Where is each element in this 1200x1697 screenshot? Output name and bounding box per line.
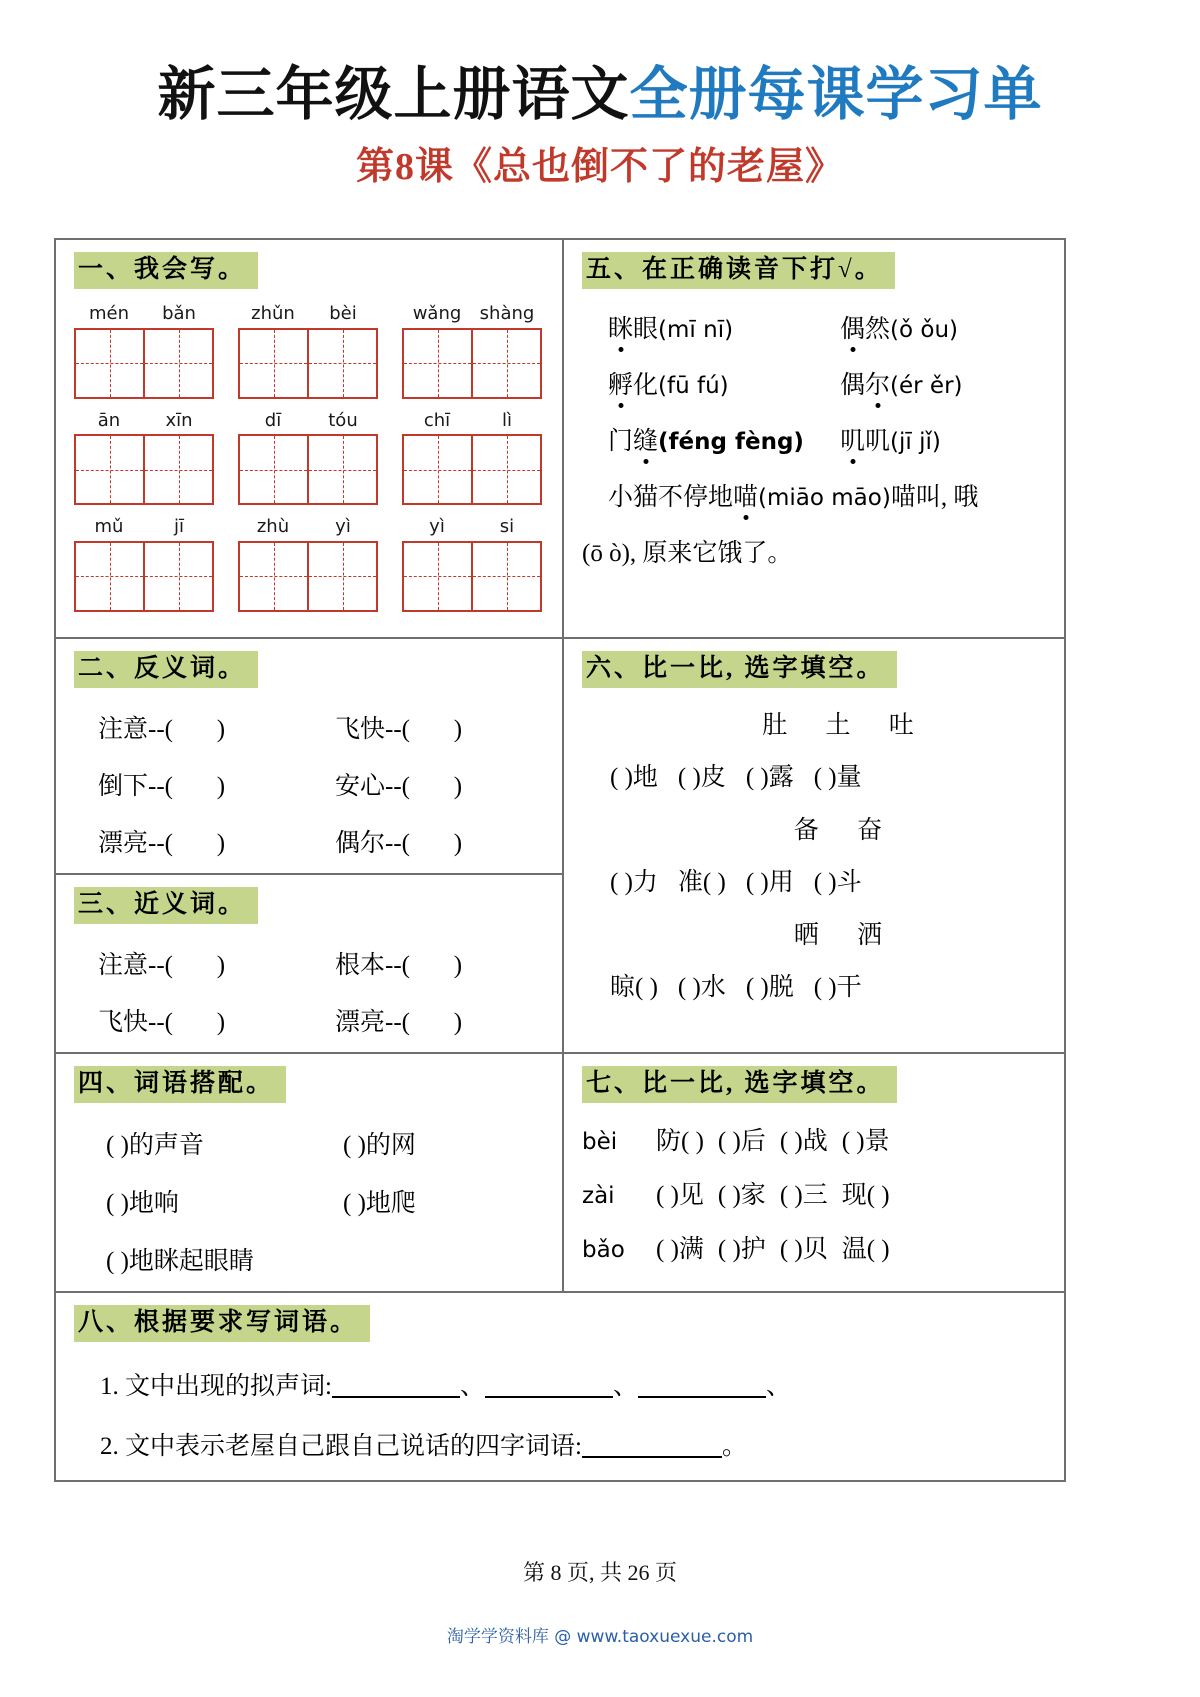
antonym-open: --(: [385, 772, 410, 800]
pinyin-options: (féng fèng): [658, 429, 804, 455]
collocation-item[interactable]: ( )地爬: [343, 1189, 416, 1217]
antonym-close: ): [216, 715, 226, 743]
section-2-cell: [56, 639, 562, 873]
pinyin-syllable: tóu: [328, 409, 358, 431]
sheet-row-4: [56, 1291, 1064, 1480]
question-text: 2. 文中表示老屋自己跟自己说话的四字词语:: [100, 1432, 582, 1460]
pinyin-syllable: lì: [501, 409, 512, 431]
fill-blank[interactable]: ( )景: [841, 1127, 890, 1155]
synonym-open: --(: [148, 951, 173, 979]
title-segment-black: 新三年级上册语文: [157, 62, 630, 127]
writing-grid-item[interactable]: [74, 516, 214, 612]
pinyin-syllable: shàng: [479, 303, 535, 324]
word-rest: 叽: [865, 428, 891, 455]
pinyin-syllable: xīn: [165, 409, 193, 431]
sentence-prefix: 小猫不停地: [608, 484, 734, 511]
fill-blank[interactable]: ( )家: [717, 1181, 766, 1209]
fill-blank[interactable]: ( )水: [677, 973, 726, 1001]
section-5-choice[interactable]: [582, 365, 840, 401]
antonym-close: ): [453, 829, 463, 857]
fill-blank[interactable]: ( )战: [779, 1127, 828, 1155]
section-5-sentence-line-2[interactable]: (ō ò), 原来它饿了。: [582, 540, 793, 567]
antonym-item[interactable]: [311, 709, 548, 745]
antonym-item[interactable]: [74, 766, 311, 802]
answer-blank[interactable]: [485, 1370, 613, 1398]
writing-grid-row: [74, 516, 548, 612]
tianzige-box[interactable]: [238, 541, 378, 612]
fill-blank[interactable]: ( )脱: [745, 973, 794, 1001]
pinyin-pair: [74, 410, 214, 432]
fill-blank[interactable]: ( )斗: [813, 868, 862, 896]
emphasis-char: 孵: [608, 365, 633, 401]
collocation-row: [74, 1241, 548, 1277]
separator: 、: [765, 1372, 791, 1400]
fill-blank[interactable]: ( )用: [745, 868, 794, 896]
word-rest: 然: [865, 316, 891, 343]
antonym-close: ): [216, 829, 226, 857]
fill-blank[interactable]: ( )地: [610, 763, 658, 791]
section-6-choice-chars: 晒 洒: [793, 921, 899, 949]
pinyin-options: (miāo māo): [758, 485, 891, 511]
fill-blank[interactable]: ( )后: [717, 1127, 766, 1155]
synonym-row: [74, 945, 548, 981]
section-8-cell: [56, 1293, 1064, 1480]
word-lead: 偶: [840, 372, 866, 399]
section-6-heading: 六、比一比, 选字填空。: [582, 651, 897, 688]
pinyin-pair: [402, 516, 542, 538]
synonym-row: [74, 1002, 548, 1038]
synonym-close: ): [453, 951, 463, 979]
source-watermark: 淘学学资料库 @ www.taoxuexue.com: [446, 1627, 754, 1647]
pinyin-options: (jī jǐ): [890, 429, 941, 455]
pinyin-syllable: jī: [173, 516, 184, 538]
pinyin-pair: [74, 303, 214, 325]
tianzige-box[interactable]: [74, 541, 214, 612]
pinyin-pair: [402, 303, 542, 325]
page-title-block: [0, 0, 1200, 190]
pinyin-label: bǎo: [582, 1236, 625, 1263]
pinyin-pair: [238, 516, 378, 538]
section-5-item-row: [582, 421, 1050, 457]
writing-grid-item[interactable]: [238, 410, 378, 506]
antonym-open: --(: [148, 772, 173, 800]
pinyin-syllable: yì: [335, 516, 351, 538]
antonym-open: --(: [148, 829, 173, 857]
pinyin-pair: [238, 410, 378, 432]
section-7-heading: 七、比一比, 选字填空。: [582, 1066, 897, 1103]
pinyin-fill-row: [582, 1121, 1050, 1157]
section-6-cell: [564, 639, 1064, 1052]
fill-blank[interactable]: 现( ): [841, 1181, 890, 1209]
section-1-heading: 一、我会写。: [74, 252, 258, 289]
answer-blank[interactable]: [582, 1430, 722, 1458]
page-subtitle: 第8课《总也倒不了的老屋》: [355, 145, 844, 188]
pinyin-syllable: si: [499, 516, 515, 538]
section-5-choice[interactable]: [840, 309, 1050, 345]
emphasis-char: 喵: [733, 477, 758, 513]
fill-blank[interactable]: ( )量: [813, 763, 862, 791]
writing-grid-item[interactable]: [402, 303, 542, 399]
pinyin-options: (mī nī): [658, 317, 734, 343]
section-5-choice[interactable]: [582, 421, 840, 457]
fill-blank[interactable]: ( )贝: [779, 1235, 828, 1263]
pinyin-fill-items: [656, 1229, 904, 1265]
section-2-heading: 二、反义词。: [74, 651, 258, 688]
antonym-word: 飞快: [335, 715, 386, 743]
antonym-word: 安心: [335, 772, 386, 800]
section-5-choice[interactable]: [840, 365, 1050, 401]
section-4-cell: [56, 1054, 564, 1291]
tianzige-box[interactable]: [402, 541, 542, 612]
antonym-item[interactable]: [74, 709, 311, 745]
section-6-blank-row: [582, 862, 1050, 898]
synonym-open: --(: [385, 951, 410, 979]
synonym-word: 注意: [98, 951, 149, 979]
section-5-heading: 五、在正确读音下打√。: [582, 252, 895, 289]
pinyin-label: zài: [582, 1182, 615, 1209]
fill-blank[interactable]: 晾( ): [610, 973, 658, 1001]
word-rest: 眼: [633, 316, 659, 343]
writing-grid-row: [74, 303, 548, 399]
collocation-item[interactable]: ( )地眯起眼睛: [106, 1247, 254, 1275]
fill-blank[interactable]: ( )干: [813, 973, 862, 1001]
antonym-open: --(: [385, 829, 410, 857]
antonym-word: 漂亮: [98, 829, 149, 857]
pinyin-syllable: bèi: [329, 303, 357, 324]
section-3-cell: [56, 873, 562, 1052]
fill-blank[interactable]: ( )护: [717, 1235, 766, 1263]
collocation-item: [311, 1241, 548, 1277]
page-number-footer: 第 8 页, 共 26 页: [522, 1560, 677, 1585]
word-lead: 门: [608, 428, 634, 455]
emphasis-char: 缝: [633, 421, 658, 457]
answer-blank[interactable]: [332, 1370, 460, 1398]
title-segment-blue: 全册每课学习单: [629, 62, 1043, 127]
sheet-row-2: [56, 637, 1064, 1052]
fill-blank[interactable]: ( )满: [656, 1235, 704, 1263]
synonym-item[interactable]: [74, 1002, 311, 1038]
page-title: [0, 62, 1200, 129]
writing-grid-item[interactable]: [238, 303, 378, 399]
section-5-item-row: [582, 365, 1050, 401]
section-6-choice-chars: 备 奋: [793, 816, 899, 844]
antonym-item[interactable]: [311, 766, 548, 802]
collocation-item[interactable]: ( )的网: [343, 1131, 416, 1159]
fill-blank[interactable]: ( )露: [745, 763, 794, 791]
pinyin-options: (ǒ ǒu): [890, 317, 959, 343]
pinyin-syllable: zhǔn: [251, 303, 295, 324]
section-8-question-1: [74, 1366, 1050, 1402]
section-3-heading: 三、近义词。: [74, 887, 258, 924]
section-2-3-stack: [56, 639, 564, 1052]
section-5-cell: [564, 240, 1064, 637]
antonym-open: --(: [385, 715, 410, 743]
tianzige-box[interactable]: [238, 328, 378, 399]
sheet-row-1: [56, 240, 1064, 637]
antonym-row: [74, 823, 548, 859]
separator: 、: [612, 1372, 638, 1400]
fill-blank[interactable]: ( )力: [610, 868, 658, 896]
pinyin-pair: [402, 410, 542, 432]
synonym-open: --(: [148, 1008, 173, 1036]
separator: 、: [459, 1372, 485, 1400]
synonym-word: 根本: [335, 951, 386, 979]
section-5-sentence-line-1[interactable]: [582, 477, 1050, 513]
pinyin-label: bèi: [582, 1128, 618, 1155]
pinyin-fill-items: [656, 1175, 904, 1211]
answer-blank[interactable]: [638, 1370, 766, 1398]
synonym-item[interactable]: [311, 945, 548, 981]
sentence-suffix: 喵叫, 哦: [890, 484, 979, 511]
sheet-row-3: [56, 1052, 1064, 1291]
worksheet-table: [54, 238, 1066, 1482]
tianzige-box[interactable]: [74, 434, 214, 505]
antonym-row: [74, 709, 548, 745]
tianzige-box[interactable]: [74, 328, 214, 399]
writing-grid-row: [74, 410, 548, 506]
antonym-word: 倒下: [98, 772, 149, 800]
synonym-item[interactable]: [74, 945, 311, 981]
section-6-choice-chars: 肚 土 吐: [762, 711, 930, 739]
pinyin-syllable: mén: [88, 303, 130, 324]
emphasis-char: 叽: [840, 421, 865, 457]
section-5-choice[interactable]: [582, 309, 840, 345]
antonym-word: 注意: [98, 715, 149, 743]
antonym-word: 偶尔: [335, 829, 386, 857]
section-5-item-row: [582, 309, 1050, 345]
pinyin-syllable: yì: [429, 516, 445, 538]
section-6-blank-row: [582, 967, 1050, 1003]
word-rest: 化: [633, 372, 659, 399]
synonym-close: ): [216, 951, 226, 979]
fill-blank[interactable]: ( )三: [779, 1181, 828, 1209]
fill-blank[interactable]: 防( ): [656, 1127, 704, 1155]
synonym-close: ): [453, 1008, 463, 1036]
section-8-heading: 八、根据要求写词语。: [74, 1305, 370, 1342]
antonym-close: ): [453, 715, 463, 743]
antonym-item[interactable]: [311, 823, 548, 859]
collocation-row: [74, 1183, 548, 1219]
fill-blank[interactable]: ( )见: [656, 1181, 704, 1209]
pinyin-options: (ér ěr): [890, 373, 963, 399]
section-8-question-2: [74, 1426, 1050, 1462]
pinyin-syllable: mǔ: [94, 516, 124, 538]
section-1-cell: [56, 240, 564, 637]
pinyin-fill-row: [582, 1229, 1050, 1265]
synonym-word: 飞快: [98, 1008, 149, 1036]
antonym-open: --(: [148, 715, 173, 743]
fill-blank[interactable]: 温( ): [841, 1235, 890, 1263]
section-6-blank-row: [582, 757, 1050, 793]
emphasis-char: 眯: [608, 309, 633, 345]
section-7-cell: [564, 1054, 1064, 1291]
pinyin-fill-items: [656, 1121, 904, 1157]
pinyin-fill-row: [582, 1175, 1050, 1211]
fill-blank[interactable]: ( )皮: [677, 763, 726, 791]
pinyin-syllable: ān: [97, 409, 121, 431]
pinyin-options: (fū fú): [658, 373, 729, 399]
question-text: 1. 文中出现的拟声词:: [100, 1372, 332, 1400]
section-5-choice[interactable]: [840, 421, 1050, 457]
emphasis-char: 偶: [840, 309, 865, 345]
antonym-close: ): [216, 772, 226, 800]
writing-grid-rows: [74, 303, 548, 612]
fill-blank[interactable]: 准( ): [677, 868, 726, 896]
synonym-open: --(: [385, 1008, 410, 1036]
antonym-close: ): [453, 772, 463, 800]
writing-grid-item[interactable]: [238, 516, 378, 612]
period: 。: [721, 1432, 747, 1460]
pinyin-syllable: bǎn: [162, 303, 196, 324]
pinyin-syllable: chī: [423, 409, 451, 431]
tianzige-box[interactable]: [238, 434, 378, 505]
antonym-item[interactable]: [74, 823, 311, 859]
synonym-item[interactable]: [311, 1002, 548, 1038]
writing-grid-item[interactable]: [74, 303, 214, 399]
pinyin-pair: [238, 303, 378, 325]
writing-grid-item[interactable]: [402, 516, 542, 612]
collocation-row: [74, 1125, 548, 1161]
collocation-item[interactable]: ( )地响: [106, 1189, 179, 1217]
pinyin-syllable: wǎng: [412, 303, 462, 324]
emphasis-char: 尔: [865, 365, 890, 401]
writing-grid-item[interactable]: [402, 410, 542, 506]
writing-grid-item[interactable]: [74, 410, 214, 506]
section-4-heading: 四、词语搭配。: [74, 1066, 286, 1103]
synonym-word: 漂亮: [335, 1008, 386, 1036]
pinyin-pair: [74, 516, 214, 538]
antonym-row: [74, 766, 548, 802]
collocation-item[interactable]: ( )的声音: [106, 1131, 204, 1159]
tianzige-box[interactable]: [402, 434, 542, 505]
pinyin-syllable: dī: [264, 409, 282, 431]
synonym-close: ): [216, 1008, 226, 1036]
tianzige-box[interactable]: [402, 328, 542, 399]
pinyin-syllable: zhù: [256, 516, 290, 538]
